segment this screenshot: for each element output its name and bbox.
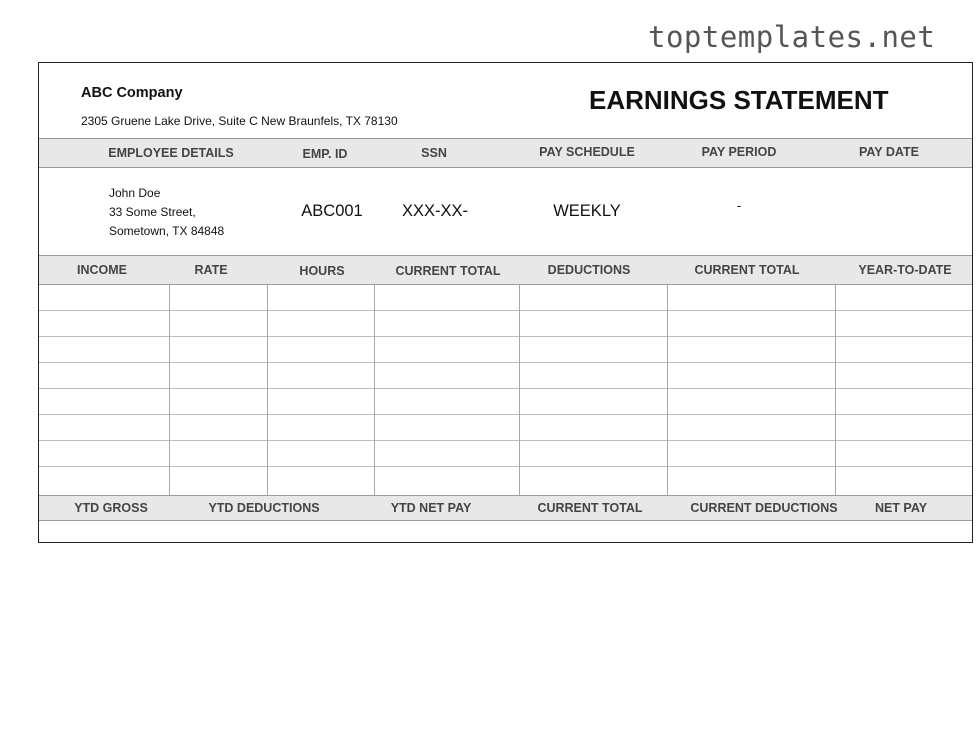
table-row: [39, 285, 972, 311]
table-row: [39, 311, 972, 337]
header-pay-date: PAY DATE: [859, 145, 919, 159]
column-divider: [519, 285, 520, 495]
earnings-statement-form: [38, 62, 973, 543]
header-current-deductions: CURRENT DEDUCTIONS: [690, 501, 838, 515]
column-divider: [169, 285, 170, 495]
employee-name: John Doe: [109, 186, 161, 200]
header-current-total: CURRENT TOTAL: [395, 264, 501, 278]
header-pay-schedule: PAY SCHEDULE: [539, 145, 635, 159]
totals-value-row: [39, 521, 972, 542]
header-deductions: DEDUCTIONS: [547, 263, 631, 277]
pay-period-value: -: [736, 198, 742, 213]
table-row: [39, 415, 972, 441]
table-row: [39, 337, 972, 363]
table-row: [39, 363, 972, 389]
ssn-value: XXX-XX-: [401, 202, 469, 220]
header-ytd-net-pay: YTD NET PAY: [390, 501, 472, 515]
employee-city: Sometown, TX 84848: [109, 224, 225, 238]
header-current-total-summary: CURRENT TOTAL: [537, 501, 643, 515]
header-year-to-date: YEAR-TO-DATE: [858, 263, 952, 277]
column-divider: [374, 285, 375, 495]
header-income: INCOME: [77, 263, 127, 277]
employee-header-band: [39, 138, 972, 168]
column-divider: [667, 285, 668, 495]
header-net-pay: NET PAY: [874, 501, 928, 515]
header-ytd-gross: YTD GROSS: [74, 501, 148, 515]
site-watermark: toptemplates.net: [648, 20, 936, 54]
company-name: ABC Company: [81, 85, 183, 101]
header-rate: RATE: [194, 263, 228, 277]
totals-header-band: [39, 495, 972, 521]
statement-title: EARNINGS STATEMENT: [589, 85, 889, 115]
emp-id-value: ABC001: [301, 202, 363, 220]
table-row: [39, 389, 972, 415]
earnings-header-band: [39, 255, 972, 285]
header-emp-id: EMP. ID: [302, 147, 348, 161]
header-ytd-deductions: YTD DEDUCTIONS: [208, 501, 320, 515]
column-divider: [835, 285, 836, 495]
company-address: 2305 Gruene Lake Drive, Suite C New Braunfels, TX 78130: [81, 114, 398, 128]
header-current-total-deductions: CURRENT TOTAL: [694, 263, 800, 277]
table-row: [39, 441, 972, 467]
pay-schedule-value: WEEKLY: [553, 202, 621, 220]
header-hours: HOURS: [299, 264, 345, 278]
column-divider: [267, 285, 268, 495]
header-employee-details: EMPLOYEE DETAILS: [108, 146, 234, 160]
employee-street: 33 Some Street,: [109, 205, 196, 219]
table-row: [39, 467, 972, 495]
header-pay-period: PAY PERIOD: [701, 145, 777, 159]
header-ssn: SSN: [421, 146, 447, 160]
